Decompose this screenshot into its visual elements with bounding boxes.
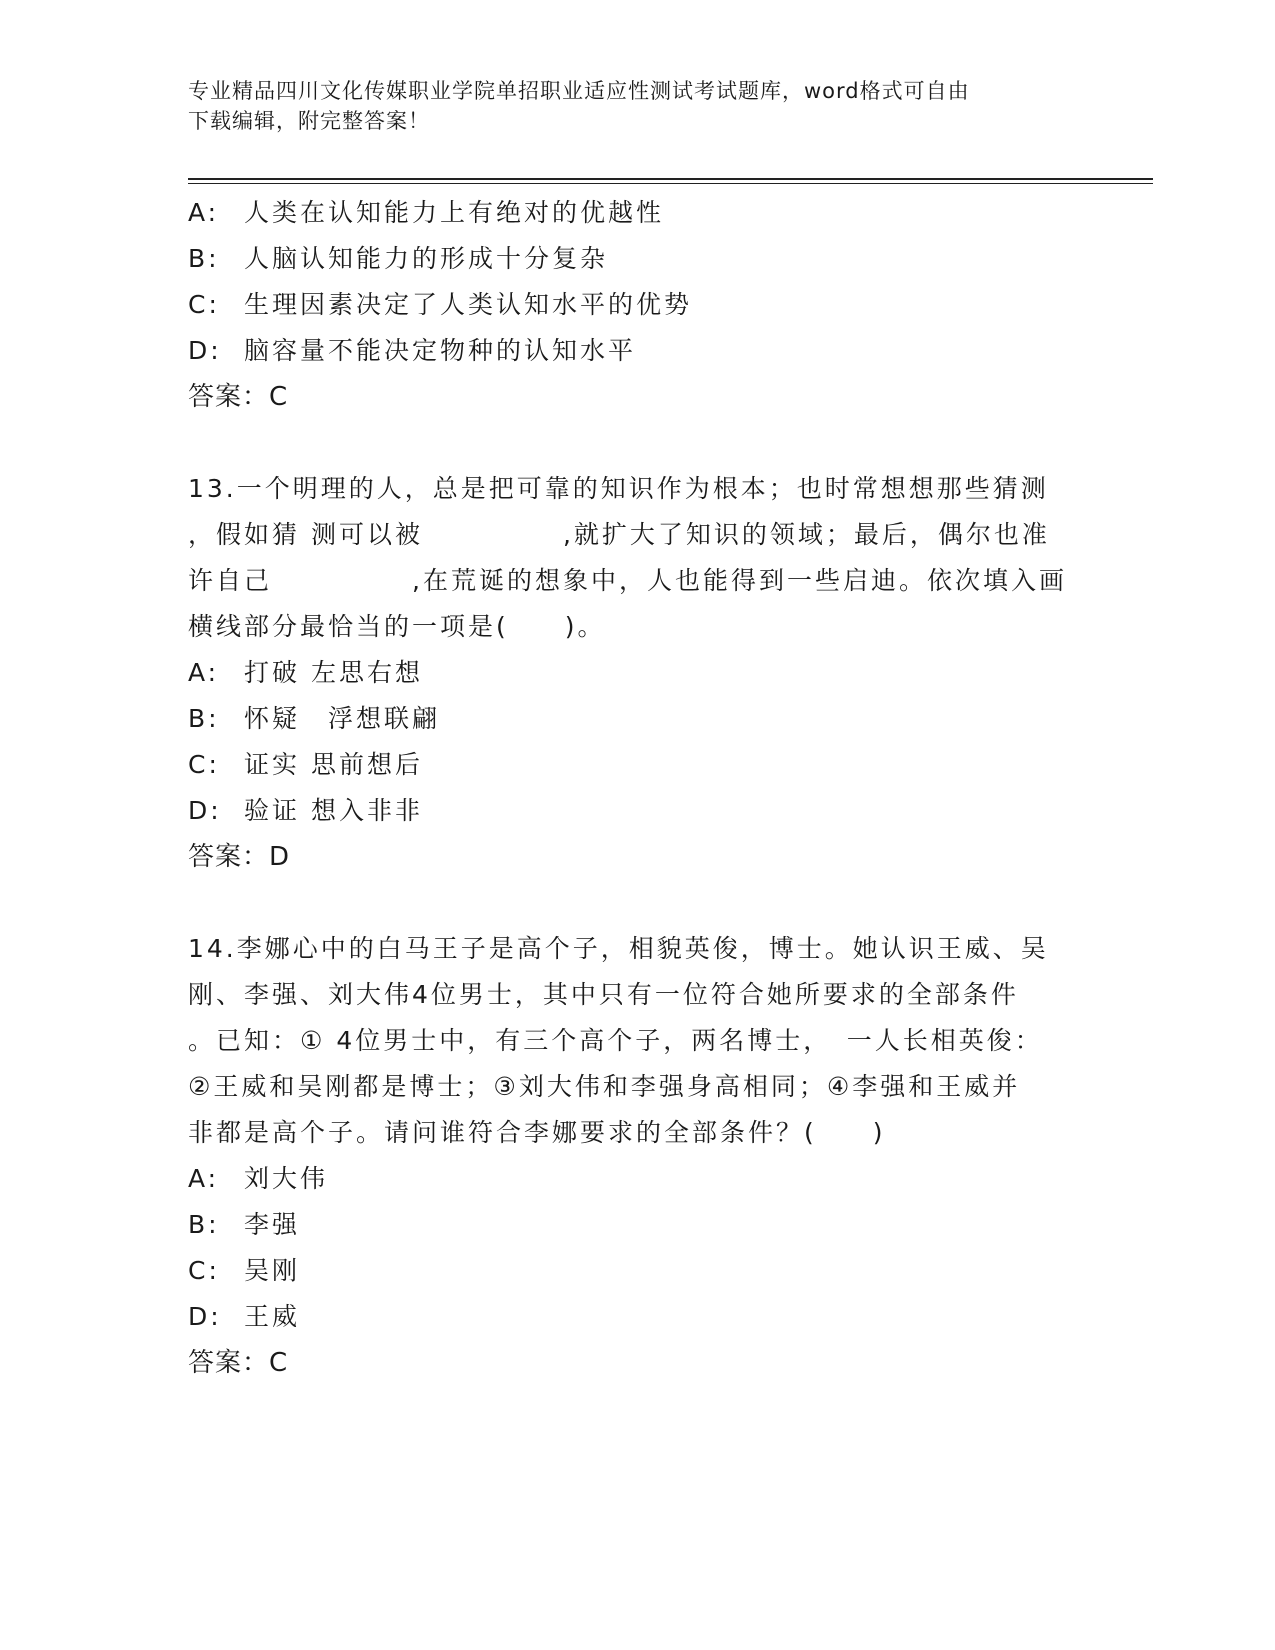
option-letter: C: [188,290,220,319]
option-text: 人脑认知能力的形成十分复杂 [244,244,609,273]
option-b [188,236,1088,282]
option-text: 证实 思前想后 [244,750,423,779]
question-12 [188,190,1088,420]
option-c [188,742,1088,788]
option-a [188,190,1088,236]
header-line-1: 专业精品四川文化传媒职业学院单招职业适应性测试考试题库，word格式可自由 [188,79,970,103]
answer-line: 答案：C [188,1348,289,1378]
spacer [188,880,1088,926]
option-d [188,788,1088,834]
option-text: 脑容量不能决定物种的认知水平 [244,336,637,365]
option-a [188,650,1088,696]
option-text: 王威 [244,1302,301,1331]
question-stem-line: 刚、李强、刘大伟4位男士，其中只有一位符合她所要求的全部条件 [188,980,1019,1009]
option-letter: D: [188,336,222,365]
option-a [188,1156,1088,1202]
question-stem-line: 许自己 ,在荒诞的想象中，人也能得到一些启迪。依次填入画 [188,566,1067,595]
option-letter: A: [188,658,220,687]
option-letter: D: [188,796,222,825]
option-text: 人类在认知能力上有绝对的优越性 [244,198,665,227]
option-d [188,328,1088,374]
option-b [188,696,1088,742]
option-text: 刘大伟 [244,1164,329,1193]
question-stem-line: 。已知：① 4位男士中，有三个高个子，两名博士， 一人长相英俊： [188,1026,1043,1055]
option-b [188,1202,1088,1248]
question-stem-line: 非都是高个子。请问谁符合李娜要求的全部条件？( ) [188,1118,886,1147]
header-divider-thick [188,178,1153,180]
option-letter: B: [188,244,220,273]
option-text: 怀疑 浮想联翩 [244,704,441,733]
option-letter: C: [188,750,220,779]
option-letter: B: [188,704,220,733]
header-divider-thin [188,183,1153,184]
option-d [188,1294,1088,1340]
document-header [188,76,1088,136]
answer-line: 答案：C [188,382,289,412]
spacer [188,420,1088,466]
option-letter: A: [188,1164,220,1193]
option-text: 验证 想入非非 [244,796,423,825]
option-letter: B: [188,1210,220,1239]
option-letter: C: [188,1256,220,1285]
question-stem-line: ②王威和吴刚都是博士；③刘大伟和李强身高相同；④李强和王威并 [188,1072,1021,1101]
option-text: 李强 [244,1210,301,1239]
question-stem-line: 13.一个明理的人，总是把可靠的知识作为根本；也时常想想那些猜测 [188,474,1049,503]
option-letter: A: [188,198,220,227]
option-text: 生理因素决定了人类认知水平的优势 [244,290,693,319]
question-list [188,190,1088,1386]
question-13 [188,466,1088,880]
question-stem-line: 横线部分最恰当的一项是( )。 [188,612,606,641]
question-14 [188,926,1088,1386]
option-c [188,282,1088,328]
question-stem-line: 14.李娜心中的白马王子是高个子，相貌英俊，博士。她认识王威、吴 [188,934,1049,963]
header-line-2: 下载编辑，附完整答案！ [188,109,430,133]
question-stem-line: ，假如猜 测可以被 ,就扩大了知识的领域；最后，偶尔也准 [188,520,1050,549]
option-text: 打破 左思右想 [244,658,423,687]
option-c [188,1248,1088,1294]
option-letter: D: [188,1302,222,1331]
answer-line: 答案：D [188,842,291,872]
option-text: 吴刚 [244,1256,301,1285]
